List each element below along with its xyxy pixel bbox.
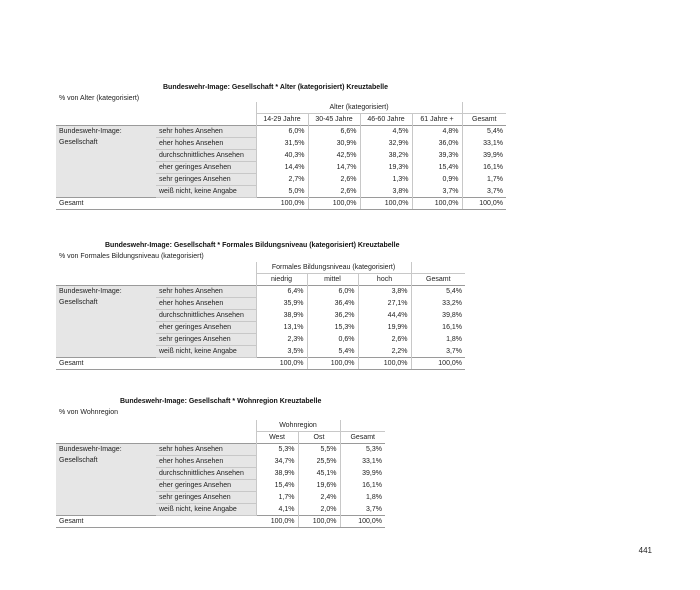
header-spacer [156, 102, 256, 114]
cell-value: 19,9% [358, 322, 411, 334]
header-spacer [56, 102, 156, 114]
cell-value: 27,1% [358, 298, 411, 310]
row-label: durchschnittliches Ansehen [156, 310, 256, 322]
cell-value: 2,6% [308, 174, 360, 186]
cell-value: 30,9% [308, 138, 360, 150]
table-1-subtitle: % von Alter (kategorisiert) [59, 95, 140, 102]
cell-value: 1,8% [340, 492, 385, 504]
cell-value: 5,4% [411, 286, 465, 298]
cell-value: 6,4% [256, 286, 307, 298]
total-label: Gesamt [56, 516, 256, 528]
cell-value: 6,0% [256, 126, 308, 138]
cell-value: 31,5% [284, 140, 305, 147]
row-label: eher geringes Ansehen [156, 480, 256, 492]
cell-value: 5,4% [462, 126, 506, 138]
row-group-label-line-2: Gesellschaft [59, 139, 98, 146]
cell-value: 3,7% [411, 346, 465, 358]
table-row [56, 126, 506, 138]
cell-value: 4,8% [412, 126, 462, 138]
row-label: eher hohes Ansehen [156, 456, 256, 468]
cell-value: 38,2% [360, 150, 412, 162]
column-header: Gesamt [411, 274, 465, 286]
cell-value: 33,2% [411, 298, 465, 310]
header-spacer [56, 274, 156, 286]
row-label: eher geringes Ansehen [156, 322, 256, 334]
header-spacer [56, 420, 156, 432]
header-spacer [156, 432, 256, 444]
total-value: 100,0% [256, 516, 298, 528]
row-label: weiß nicht, keine Angabe [156, 504, 256, 516]
column-header: Gesamt [462, 114, 506, 126]
cell-value: 1,3% [360, 174, 412, 186]
cell-value: 38,9% [283, 312, 304, 319]
column-header: West [256, 432, 298, 444]
column-header: 61 Jahre + [412, 114, 462, 126]
header-spacer [56, 432, 156, 444]
header-spacer [56, 114, 156, 126]
table-3-subtitle: % von Wohnregion [59, 409, 119, 416]
header-spacer [156, 420, 256, 432]
row-label: sehr hohes Ansehen [156, 444, 256, 456]
cell-value: 39,8% [411, 310, 465, 322]
cell-value: 36,0% [412, 138, 462, 150]
cell-value: 6,6% [308, 126, 360, 138]
table-2-title: Bundeswehr-Image: Gesellschaft * Formales Bildungsniveau (kategorisiert) Kreuztabelle [105, 242, 400, 249]
cell-value: 32,9% [360, 138, 412, 150]
cell-value: 34,7% [274, 458, 295, 465]
row-group-label [56, 286, 156, 358]
column-group-header: Wohnregion [256, 420, 340, 432]
row-group-label-line-1: Bundeswehr-Image: [59, 446, 122, 453]
column-header: Gesamt [340, 432, 385, 444]
row-label: sehr geringes Ansehen [156, 334, 256, 346]
cell-value: 3,5% [287, 347, 304, 355]
header-spacer [156, 262, 256, 274]
row-label: eher hohes Ansehen [156, 298, 256, 310]
cell-value: 5,5% [298, 444, 340, 456]
header-spacer [411, 262, 465, 274]
row-label: eher hohes Ansehen [156, 138, 256, 150]
cell-value: 3,8% [360, 186, 412, 198]
cell-value: 36,2% [307, 310, 358, 322]
total-value: 100,0% [358, 358, 411, 370]
crosstab-table-2 [56, 262, 465, 370]
row-label: weiß nicht, keine Angabe [156, 186, 256, 198]
cell-value: 15,4% [274, 482, 295, 489]
cell-value: 19,6% [298, 480, 340, 492]
cell-value: 16,1% [462, 162, 506, 174]
row-group-label-line-1: Bundeswehr-Image: [59, 288, 122, 295]
cell-value: 3,7% [462, 186, 506, 198]
cell-value: 15,4% [412, 162, 462, 174]
header-spacer [156, 274, 256, 286]
row-group-label-line-2: Gesellschaft [59, 299, 98, 306]
total-label: Gesamt [56, 198, 256, 210]
cell-value: 35,9% [283, 300, 304, 307]
total-label: Gesamt [56, 358, 256, 370]
cell-value: 25,5% [298, 456, 340, 468]
column-header: 46-60 Jahre [360, 114, 412, 126]
total-value: 100,0% [308, 198, 360, 210]
cell-value: 45,1% [298, 468, 340, 480]
row-label: weiß nicht, keine Angabe [156, 346, 256, 358]
row-label: durchschnittliches Ansehen [156, 468, 256, 480]
row-label: durchschnittliches Ansehen [156, 150, 256, 162]
crosstab-table-1 [56, 102, 506, 210]
cell-value: 2,6% [358, 334, 411, 346]
cell-value: 44,4% [358, 310, 411, 322]
cell-value: 42,5% [308, 150, 360, 162]
cell-value: 14,4% [284, 164, 305, 171]
cell-value: 3,7% [412, 186, 462, 198]
column-group-header: Formales Bildungsniveau (kategorisiert) [256, 262, 411, 274]
total-value: 100,0% [411, 358, 465, 370]
total-value: 100,0% [360, 198, 412, 210]
cell-value: 33,1% [340, 456, 385, 468]
cell-value: 5,3% [340, 444, 385, 456]
total-row [56, 358, 465, 370]
total-row [56, 516, 385, 528]
column-header: 30-45 Jahre [308, 114, 360, 126]
table-3-title: Bundeswehr-Image: Gesellschaft * Wohnregion Kreuztabelle [120, 398, 322, 405]
cell-value: 3,8% [358, 286, 411, 298]
cell-value: 40,3% [284, 152, 305, 159]
table-2-subtitle: % von Formales Bildungsniveau (kategorisiert) [59, 253, 204, 260]
cell-value: 4,1% [278, 505, 295, 513]
cell-value: 39,9% [340, 468, 385, 480]
cell-value: 0,9% [412, 174, 462, 186]
cell-value: 39,3% [412, 150, 462, 162]
header-spacer [56, 262, 156, 274]
cell-value: 2,0% [298, 504, 340, 516]
cell-value: 2,4% [298, 492, 340, 504]
total-value: 100,0% [256, 358, 307, 370]
total-value: 100,0% [340, 516, 385, 528]
cell-value: 14,7% [308, 162, 360, 174]
cell-value: 36,4% [307, 298, 358, 310]
column-header: mittel [307, 274, 358, 286]
cell-value: 38,9% [274, 470, 295, 477]
cell-value: 3,7% [340, 504, 385, 516]
cell-value: 5,4% [307, 346, 358, 358]
total-value: 100,0% [298, 516, 340, 528]
cell-value: 4,5% [360, 126, 412, 138]
row-label: sehr hohes Ansehen [156, 126, 256, 138]
row-group-label [56, 444, 156, 516]
column-header: niedrig [256, 274, 307, 286]
column-group-header: Alter (kategorisiert) [256, 102, 462, 114]
row-label: sehr geringes Ansehen [156, 174, 256, 186]
cell-value: 5,3% [256, 444, 298, 456]
page-number: 441 [638, 546, 652, 555]
header-spacer [462, 102, 506, 114]
cell-value: 1,8% [411, 334, 465, 346]
row-group-label-line-1: Bundeswehr-Image: [59, 128, 122, 135]
crosstab-table-3 [56, 420, 385, 528]
table-1-title: Bundeswehr-Image: Gesellschaft * Alter (kategorisiert) Kreuztabelle [163, 84, 388, 91]
table-row [56, 444, 385, 456]
cell-value: 6,0% [307, 286, 358, 298]
cell-value: 2,7% [288, 176, 305, 183]
cell-value: 5,0% [288, 187, 305, 195]
row-label: sehr geringes Ansehen [156, 492, 256, 504]
cell-value: 0,6% [307, 334, 358, 346]
cell-value: 39,9% [462, 150, 506, 162]
row-group-label [56, 126, 156, 198]
cell-value: 2,3% [287, 336, 304, 343]
cell-value: 2,2% [358, 346, 411, 358]
total-value: 100,0% [412, 198, 462, 210]
cell-value: 2,6% [308, 186, 360, 198]
total-row [56, 198, 506, 210]
cell-value: 16,1% [411, 322, 465, 334]
cell-value: 15,3% [307, 322, 358, 334]
table-row [56, 286, 465, 298]
row-group-label-line-2: Gesellschaft [59, 457, 98, 464]
row-label: eher geringes Ansehen [156, 162, 256, 174]
cell-value: 16,1% [340, 480, 385, 492]
row-label: sehr hohes Ansehen [156, 286, 256, 298]
cell-value: 1,7% [278, 494, 295, 501]
cell-value: 19,3% [360, 162, 412, 174]
column-header: 14-29 Jahre [256, 114, 308, 126]
header-spacer [340, 420, 385, 432]
column-header: hoch [358, 274, 411, 286]
cell-value: 13,1% [283, 324, 304, 331]
column-header: Ost [298, 432, 340, 444]
cell-value: 33,1% [462, 138, 506, 150]
cell-value: 1,7% [462, 174, 506, 186]
total-value: 100,0% [307, 358, 358, 370]
total-value: 100,0% [462, 198, 506, 210]
total-value: 100,0% [256, 198, 308, 210]
header-spacer [156, 114, 256, 126]
